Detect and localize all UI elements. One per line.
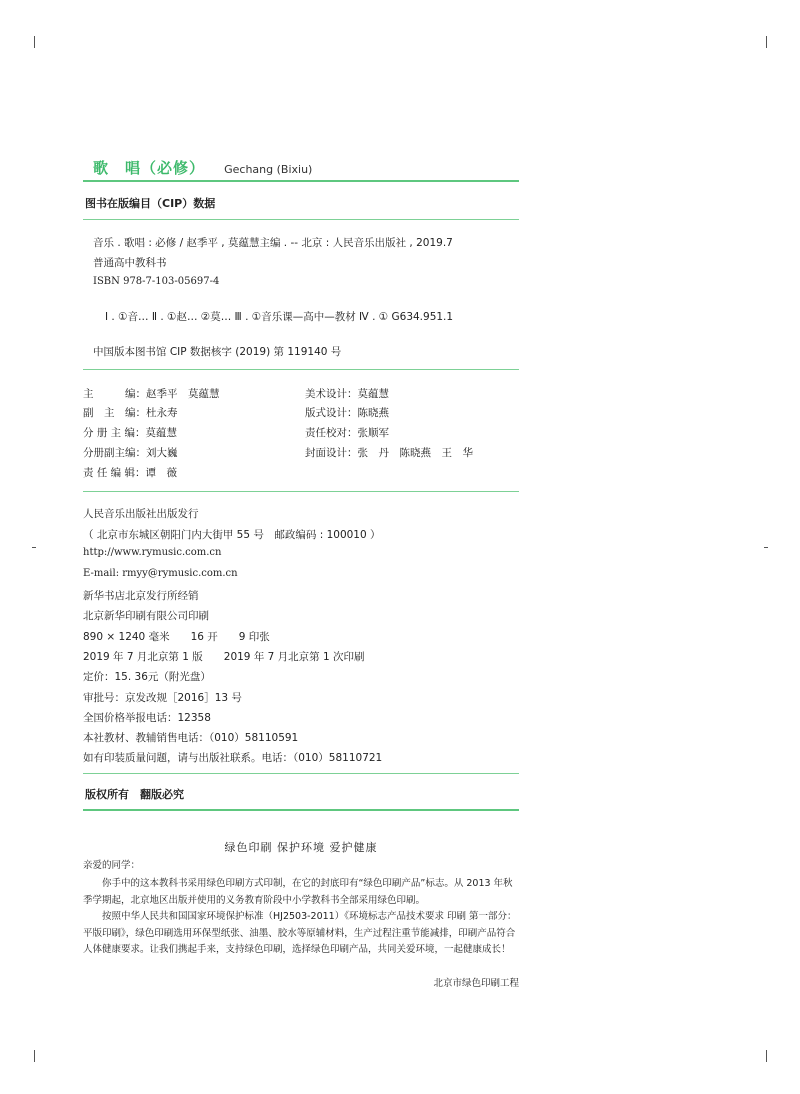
publisher-website: http://www.rymusic.com.cn [83,547,222,558]
credit-row: 美术设计：莫蕴慧 [305,388,389,400]
book-title-pinyin: Gechang (Bixiu) [224,163,313,176]
credit-row: 分册副主编：刘大巍 [83,447,178,459]
credit-row: 责 任 编 辑：谭 薇 [83,467,178,479]
divider [83,773,519,774]
publisher-format: 890 × 1240 毫米 16 开 9 印张 [83,631,270,643]
cip-record: 中国版本图书馆 CIP 数据核字 (2019) 第 119140 号 [93,346,342,358]
credit-row: 主 编：赵季平 莫蕴慧 [83,388,220,400]
publisher-line: 人民音乐出版社出版发行 [83,508,199,520]
paragraph-text: 你手中的这本教科书采用绿色印刷方式印制，在它的封底印有“绿色印刷产品”标志。从 2013 年秋季学期起，北京地区出版并使用的义务教育阶段中小学教科书全部采用绿色印刷。 [83,878,513,906]
paragraph-text: 按照中华人民共和国国家环境保护标准（HJ2503-2011）《环境标志产品技术要求 印刷 第一部分：平版印刷》，绿色印刷选用环保型纸张、油墨、胶水等原辅材料，生产过程注重节能减排，印刷产品符合人体健康要求。让我们携起手来，支持绿色印刷，选择绿色印刷产品，共同关爱环境，一起健康成长！ [83,911,517,955]
cip-heading: 图书在版编目（CIP）数据 [85,197,216,210]
green-printing-signoff: 北京市绿色印刷工程 [433,978,519,989]
divider [83,491,519,492]
crop-mark-bottom-right [766,1050,767,1062]
credit-row: 责任校对：张顺军 [305,427,389,439]
green-printing-paragraph [83,909,519,959]
credit-row: 分 册 主 编：莫蕴慧 [83,427,178,439]
crop-mark-mid-right [764,547,768,548]
publisher-edition: 2019 年 7 月北京第 1 版 2019 年 7 月北京第 1 次印刷 [83,651,365,663]
green-printing-title: 绿色印刷 保护环境 爱护健康 [224,841,378,854]
crop-mark-top-left [34,36,35,48]
divider [83,369,519,370]
publisher-line: 北京新华印刷有限公司印刷 [83,610,209,622]
green-printing-greeting: 亲爱的同学： [83,860,141,871]
book-title [93,157,312,178]
crop-mark-top-right [766,36,767,48]
rights-notice: 版权所有 翻版必究 [85,788,184,801]
divider [83,809,519,811]
publisher-line: 新华书店北京发行所经销 [83,590,199,602]
credit-row: 版式设计：陈晓燕 [305,407,389,419]
publisher-price: 定价：15. 36元（附光盘） [83,671,211,683]
crop-mark-bottom-left [34,1050,35,1062]
divider [83,180,519,182]
cip-isbn: ISBN 978-7-103-05697-4 [93,276,220,287]
publisher-approval: 审批号：京发改规［2016］13 号 [83,692,242,704]
publisher-hotline: 全国价格举报电话：12358 [83,712,211,724]
cip-classification: Ⅰ . ①音… Ⅱ . ①赵… ②莫… Ⅲ . ①音乐课—高中—教材 Ⅳ . ① G634.951.1 [105,311,454,323]
crop-mark-mid-left [32,547,36,548]
cip-line: 音乐 . 歌唱 : 必修 / 赵季平 , 莫蕴慧主编 . -- 北京 : 人民音乐出版社 , 2019.7 [93,237,453,249]
publisher-email: E-mail: rmyy@rymusic.com.cn [83,568,238,579]
divider [83,219,519,220]
publisher-quality-phone: 如有印装质量问题，请与出版社联系。电话：（010）58110721 [83,752,383,764]
cip-series: 普通高中教科书 [93,257,167,269]
credit-row: 副 主 编：杜永寿 [83,407,178,419]
publisher-address: （ 北京市东城区朝阳门内大街甲 55 号 邮政编码 : 100010 ） [83,529,381,541]
publisher-sales-phone: 本社教材、教辅销售电话：（010）58110591 [83,732,299,744]
book-title-chinese: 歌 唱（必修） [93,159,206,177]
green-printing-paragraph [83,876,519,909]
credit-row: 封面设计：张 丹 陈晓燕 王 华 [305,447,473,459]
